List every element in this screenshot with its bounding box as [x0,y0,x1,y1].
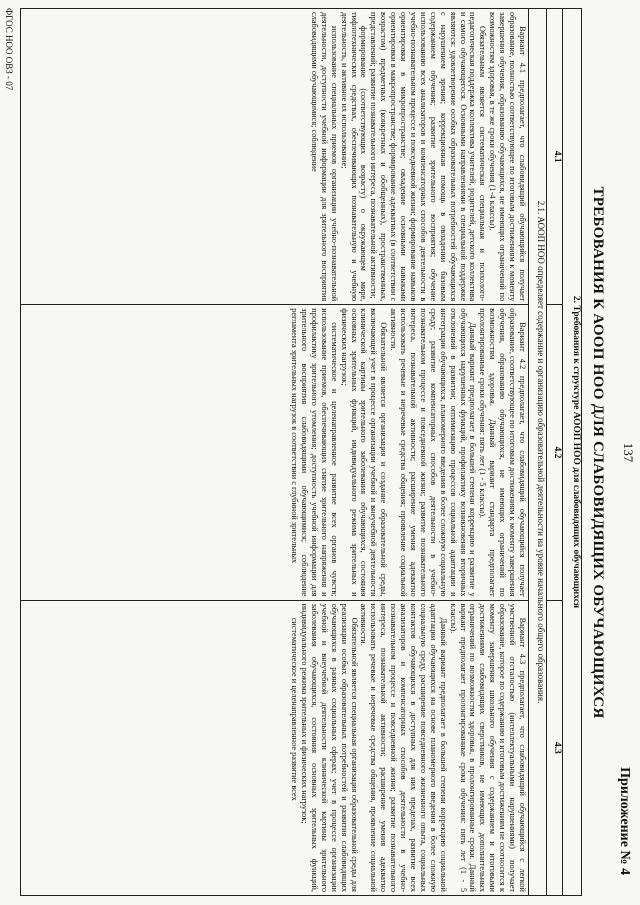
variant-4-3-paragraph: систематическое и целенаправленное развитие всех [290,617,300,801]
variant-4-2-paragraph: систематическое и целенаправленное развитие всех органов чувств; использование приемов, обеспечивающих снятие зрительного напряжения и профилактику зрительного утомления; доступность учебной информации для зрительного восприятия слабовидящими обучающимися; соблюдение регламента зрительных нагрузок в соответствии с глубиной зрительных [290,308,339,597]
variant-4-2-paragraph: Вариант 4.2 предполагает, что слабовидящий обучающийся получает образование, соответствующее по итоговым достижениям к моменту завершения обучения, образованию обучающихся, не имеющих ограничений по возможностям здоровья. Данный вариант стандарта предполагает пролонгированные сроки обучения: пять лет (1 - 5 классы). [478,308,527,597]
variant-4-1-paragraph: использование специальных приемов организации учебно-познавательной деятельности, доступности учебной информации для зрительного восприятия слабовидящими обучающимися; соблюдение [309,12,339,302]
appendix-label: Приложение № 4 [617,767,632,875]
variant-4-3-paragraph: Вариант 4.3 предполагает, что слабовидящий обучающийся с легкой умственной отсталостью (интеллектуальными нарушениями) получает образование, которое по содержанию и итоговым достижениям не соотносится к моменту завершения школьного обучения с содержанием и итоговыми достижениями слабовидящих сверстников, не имеющих дополнительных ограничений по возможностям здоровья, в пролонгированные сроки. Данный вариант предполагает пролонгированные сроки обучения: пять лет (1 - 5 классы). [448,603,527,892]
requirements-table [20,8,582,896]
variant-4-1-paragraph: Обязательным является систематическая специальная и психолого-педагогическая поддержка коллектива учителей, родителей, детского коллектива и самого обучающегося. Основными направлениями в специальной поддержке являются: удовлетворение особых образовательных потребностей обучающихся с нарушением зрения; коррекционная помощь в овладении базовым содержанием обучения; развитие зрительного восприятия; обучение использованию всех анализаторов и компенсаторных способов деятельности в учебно-познавательном процессе и повседневной жизни; формирование навыков ориентировки в микропространстве; овладение основными навыками ориентировки в макропространстве; формирование адекватных (в соответствии с возрастом) предметных (конкретных и обобщенных), пространственных, представлений; развитие познавательного интереса, познавательной активности; [369,12,488,302]
section-header: 2. Требования к структуре АООП НОО для слабовидящих обучающихся [563,9,582,896]
column-header-4-3: 4.3 [547,600,563,895]
variant-4-2-cell [21,305,529,600]
variant-4-3-cell [21,600,529,895]
variant-4-3-paragraph: Обязательной является специальная организация образовательной среды для реализации особых образовательных потребностей и развития слабовидящих обучающихся в разных социальных сферах; учет в процессе организации учебной и внеучебной деятельности клинической картины зрительного заболевания обучающихся, состояния основных зрительных функций, индивидуального режима зрительных и физических нагрузок; [300,603,359,892]
document-title: ТРЕБОВАНИЯ К АООП НОО ДЛЯ СЛАБОВИДЯЩИХ ОБУЧАЮЩИХСЯ [590,186,606,719]
variant-4-1-paragraph: Вариант 4.1 предполагает, что слабовидящий обучающийся получает образование, полностью соответствующее по итоговым достижениям к моменту завершения обучения, образованию обучающихся, не имеющих ограничений по возможностям здоровья, в те же сроки обучения (1-4 классы). [488,12,527,302]
page-number: 137 [621,442,636,463]
variant-4-3-paragraph: Данный вариант предполагает в большей степени коррекцию социальной адаптации обучающихся на основе планомерного введения в более сложную социальную среду, расширение повседневного жизненного опыта, социальных контактов обучающихся в доступных для них пределах, развитие всех анализаторов и компенсаторных способов деятельности в учебно-познавательном процессе и повседневной жизни; развитие познавательного интереса, познавательной активности; расширение умения адекватно использовать речевые и неречевые средства общения, проявление социальной активности. [359,603,448,892]
column-header-4-1: 4.1 [547,9,563,305]
footer-code: ФГОС НОО ОВЗ - 07 [4,8,14,91]
variant-4-2-paragraph: Данный вариант предполагает в большей степени коррекцию и развитие у обучающихся нарушенных функций, профилактику возникновения вторичных отклонений в развитии; оптимизацию процессов социальной адаптации и интеграции обучающихся, планомерного введения в более сложную социальную среду; развитие компенсаторных способов деятельности в учебно-познавательном процессе и повседневной жизни; развитие познавательного интереса, познавательной активности; расширение умения адекватно использовать речевые и неречевые средства общения; проявление социальной активности. [389,308,478,597]
variant-4-2-paragraph: Обязательной является организация и создание образовательной среды, включающей учет в процессе организации учебной и внеучебной деятельности клинической картины зрительного заболевания обучающихся, состояния основных зрительных функций, индивидуального режима зрительных и физических нагрузок; [339,308,389,597]
variant-4-1-paragraph: формирование (соответствующих возрасту) о окружающем мире, тифлотехнических средствах, обеспечивающих познавательную и учебную деятельность, и активное их использование; [339,12,369,302]
column-header-4-2: 4.2 [547,305,563,600]
subsection-heading: 2.1. АООП НОО определяет содержание и организацию образовательной деятельности на уровне начального общего образования. [529,9,547,896]
variant-4-1-cell [21,9,529,305]
